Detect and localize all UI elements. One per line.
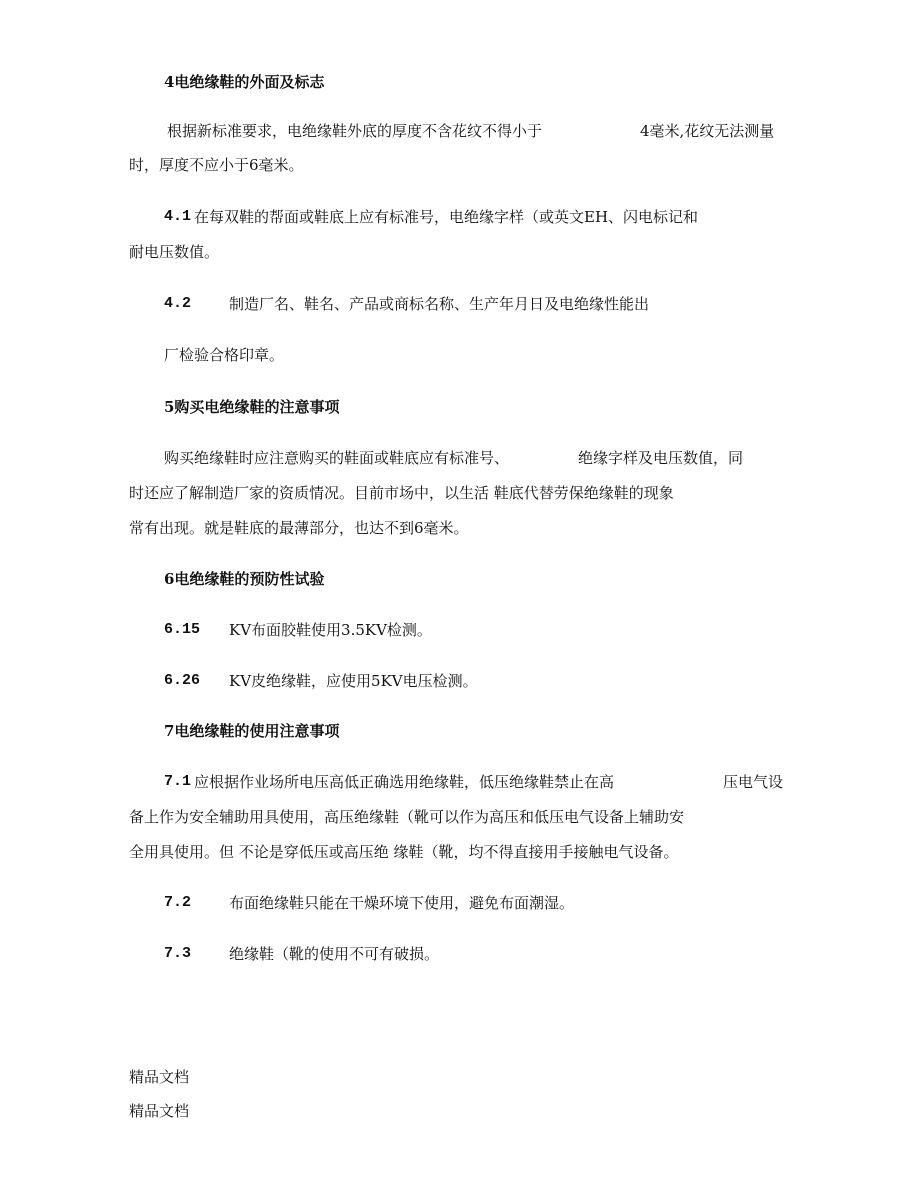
clause-7-2-text: 布面绝缘鞋只能在干燥环境下使用，避免布面潮湿。	[229, 894, 575, 912]
clause-7-3-number: 7.3	[164, 945, 192, 962]
section-5-line-3: 常有出现。就是鞋底的最薄部分，也达不到6毫米。	[129, 519, 469, 537]
clause-4-1-number: 4.1	[164, 208, 192, 225]
clause-7-1-line-1b: 压电气设	[723, 773, 784, 791]
clause-7-1-line-1a: 应根据作业场所电压高低正确选用绝缘鞋，低压绝缘鞋禁止在高	[194, 773, 615, 791]
clause-7-1-number: 7.1	[164, 773, 192, 790]
section-5-line-2: 时还应了解制造厂家的资质情况。目前市场中，以生活 鞋底代替劳保绝缘鞋的现象	[129, 484, 674, 502]
clause-4-2-line-2: 厂检验合格印章。	[164, 346, 285, 364]
clause-4-1-line-1: 在每双鞋的帮面或鞋底上应有标准号，电绝缘字样（或英文EH、闪电标记和	[194, 208, 699, 226]
clause-6-2-text: KV皮绝缘鞋，应使用5KV电压检测。	[229, 672, 478, 690]
footer-watermark-2: 精品文档	[129, 1102, 190, 1120]
section-4-intro-line-1a: 根据新标准要求，电绝缘鞋外底的厚度不含花纹不得小于	[167, 122, 543, 140]
section-4-intro-line-1b: 4毫米,花纹无法测量	[640, 122, 775, 140]
section-5-heading: 5购买电绝缘鞋的注意事项	[164, 398, 340, 416]
clause-7-3-text: 绝缘鞋（靴的使用不可有破损。	[229, 945, 440, 963]
section-5-line-1a: 购买绝缘鞋时应注意购买的鞋面或鞋底应有标准号、	[164, 449, 510, 467]
section-4-intro-line-2: 时，厚度不应小于6毫米。	[129, 156, 304, 174]
clause-4-2-number: 4.2	[164, 295, 192, 312]
clause-7-1-line-2: 备上作为安全辅助用具使用，高压绝缘鞋（靴可以作为高压和低压电气设备上辅助安	[129, 808, 685, 826]
clause-4-2-line-1: 制造厂名、鞋名、产品或商标名称、生产年月日及电绝缘性能出	[229, 295, 650, 313]
clause-6-1-number: 6.15	[164, 621, 201, 638]
section-6-heading: 6电绝缘鞋的预防性试验	[164, 570, 325, 588]
section-5-line-1b: 绝缘字样及电压数值，同	[578, 449, 744, 467]
section-7-heading: 7电绝缘鞋的使用注意事项	[164, 722, 340, 740]
footer-watermark-1: 精品文档	[129, 1068, 190, 1086]
clause-6-1-text: KV布面胶鞋使用3.5KV检测。	[229, 621, 432, 639]
clause-7-2-number: 7.2	[164, 894, 192, 911]
clause-4-1-line-2: 耐电压数值。	[129, 243, 220, 261]
clause-6-2-number: 6.26	[164, 672, 201, 689]
section-4-heading: 4电绝缘鞋的外面及标志	[164, 73, 325, 91]
clause-7-1-line-3: 全用具使用。但 不论是穿低压或高压绝 缘鞋（靴，均不得直接用手接触电气设备。	[129, 843, 679, 861]
